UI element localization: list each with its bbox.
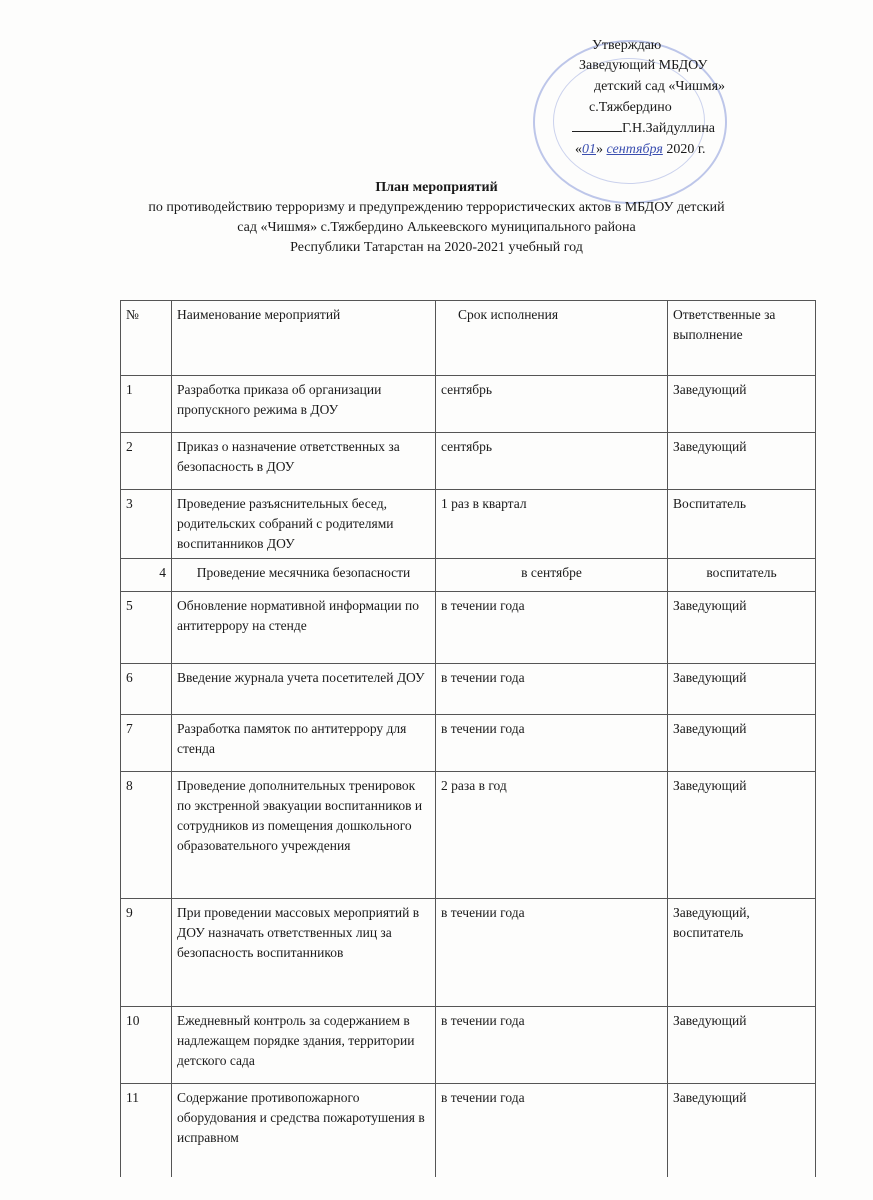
- responsible: Заведующий: [668, 433, 816, 490]
- deadline: в течении года: [436, 899, 668, 1007]
- responsible: Заведующий: [668, 1084, 816, 1177]
- signature-mark: [572, 131, 622, 132]
- table-row: [121, 592, 816, 664]
- event-name: Проведение дополнительных тренировок по экстренной эвакуации воспитанников и сотрудников из помещения дошкольного образовательного учреждения: [172, 772, 436, 899]
- deadline: в сентябре: [436, 559, 668, 592]
- event-name: Содержание противопожарного оборудования и средства пожаротушения в исправном: [172, 1084, 436, 1177]
- approval-position: Заведующий МБДОУ: [579, 58, 708, 73]
- row-number: 5: [121, 592, 172, 664]
- deadline: в течении года: [436, 664, 668, 715]
- plan-heading: План мероприятий: [375, 180, 498, 195]
- responsible: Заведующий: [668, 1007, 816, 1084]
- table-row: [121, 1084, 816, 1177]
- header-event: Наименование мероприятий: [172, 301, 436, 376]
- table-row: [121, 664, 816, 715]
- table-row: [121, 376, 816, 433]
- responsible: воспитатель: [668, 559, 816, 592]
- header-number: №: [121, 301, 172, 376]
- responsible: Заведующий: [668, 772, 816, 899]
- table-row: [121, 715, 816, 772]
- table-row: [121, 490, 816, 559]
- deadline: в течении года: [436, 592, 668, 664]
- deadline: 2 раза в год: [436, 772, 668, 899]
- event-name: Проведение месячника безопасности: [172, 559, 436, 592]
- event-name: Разработка памяток по антитеррору для стенда: [172, 715, 436, 772]
- responsible: Воспитатель: [668, 490, 816, 559]
- deadline: в течении года: [436, 715, 668, 772]
- table-row: [121, 559, 816, 592]
- date-year: 2020 г.: [666, 142, 706, 157]
- table-row: [121, 1007, 816, 1084]
- table-row: [121, 433, 816, 490]
- row-number: 4: [121, 559, 172, 592]
- responsible: Заведующий: [668, 376, 816, 433]
- row-number: 11: [121, 1084, 172, 1177]
- deadline: в течении года: [436, 1084, 668, 1177]
- row-number: 8: [121, 772, 172, 899]
- approval-word: Утверждаю: [592, 38, 662, 53]
- row-number: 6: [121, 664, 172, 715]
- responsible: Заведующий, воспитатель: [668, 899, 816, 1007]
- deadline: в течении года: [436, 1007, 668, 1084]
- event-name: Обновление нормативной информации по антитеррору на стенде: [172, 592, 436, 664]
- row-number: 1: [121, 376, 172, 433]
- responsible: Заведующий: [668, 664, 816, 715]
- table-row: [121, 899, 816, 1007]
- event-name: Ежедневный контроль за содержанием в надлежащем порядке здания, территории детского сада: [172, 1007, 436, 1084]
- event-name: Приказ о назначение ответственных за безопасность в ДОУ: [172, 433, 436, 490]
- plan-subtitle-3: Республики Татарстан на 2020-2021 учебный год: [290, 240, 583, 255]
- approval-org: детский сад «Чишмя»: [594, 79, 726, 94]
- date-day: 01: [582, 142, 596, 157]
- responsible: Заведующий: [668, 592, 816, 664]
- event-name: При проведении массовых мероприятий в ДОУ назначать ответственных лиц за безопасность воспитанников: [172, 899, 436, 1007]
- table-header-row: [121, 301, 816, 376]
- signature-name: Г.Н.Зайдуллина: [622, 121, 716, 136]
- header-responsible: Ответственные за выполнение: [668, 301, 816, 376]
- date-month: сентября: [606, 142, 663, 157]
- row-number: 2: [121, 433, 172, 490]
- deadline: 1 раз в квартал: [436, 490, 668, 559]
- event-name: Введение журнала учета посетителей ДОУ: [172, 664, 436, 715]
- row-number: 10: [121, 1007, 172, 1084]
- row-number: 9: [121, 899, 172, 1007]
- event-name: Проведение разъяснительных бесед, родительских собраний с родителями воспитанников ДОУ: [172, 490, 436, 559]
- approval-signature-line: [572, 119, 715, 138]
- plan-subtitle-2: сад «Чишмя» с.Тяжбердино Алькеевского муниципального района: [237, 220, 636, 235]
- row-number: 3: [121, 490, 172, 559]
- header-deadline: Срок исполнения: [436, 301, 668, 376]
- deadline: сентябрь: [436, 376, 668, 433]
- event-name: Разработка приказа об организации пропускного режима в ДОУ: [172, 376, 436, 433]
- deadline: сентябрь: [436, 433, 668, 490]
- responsible: Заведующий: [668, 715, 816, 772]
- events-table: [120, 300, 816, 1177]
- row-number: 7: [121, 715, 172, 772]
- table-row: [121, 772, 816, 899]
- approval-village: с.Тяжбердино: [589, 100, 672, 115]
- approval-date: «01» сентября 2020 г.: [575, 142, 706, 157]
- plan-subtitle-1: по противодействию терроризму и предупреждению террористических актов в МБДОУ детский: [148, 200, 725, 215]
